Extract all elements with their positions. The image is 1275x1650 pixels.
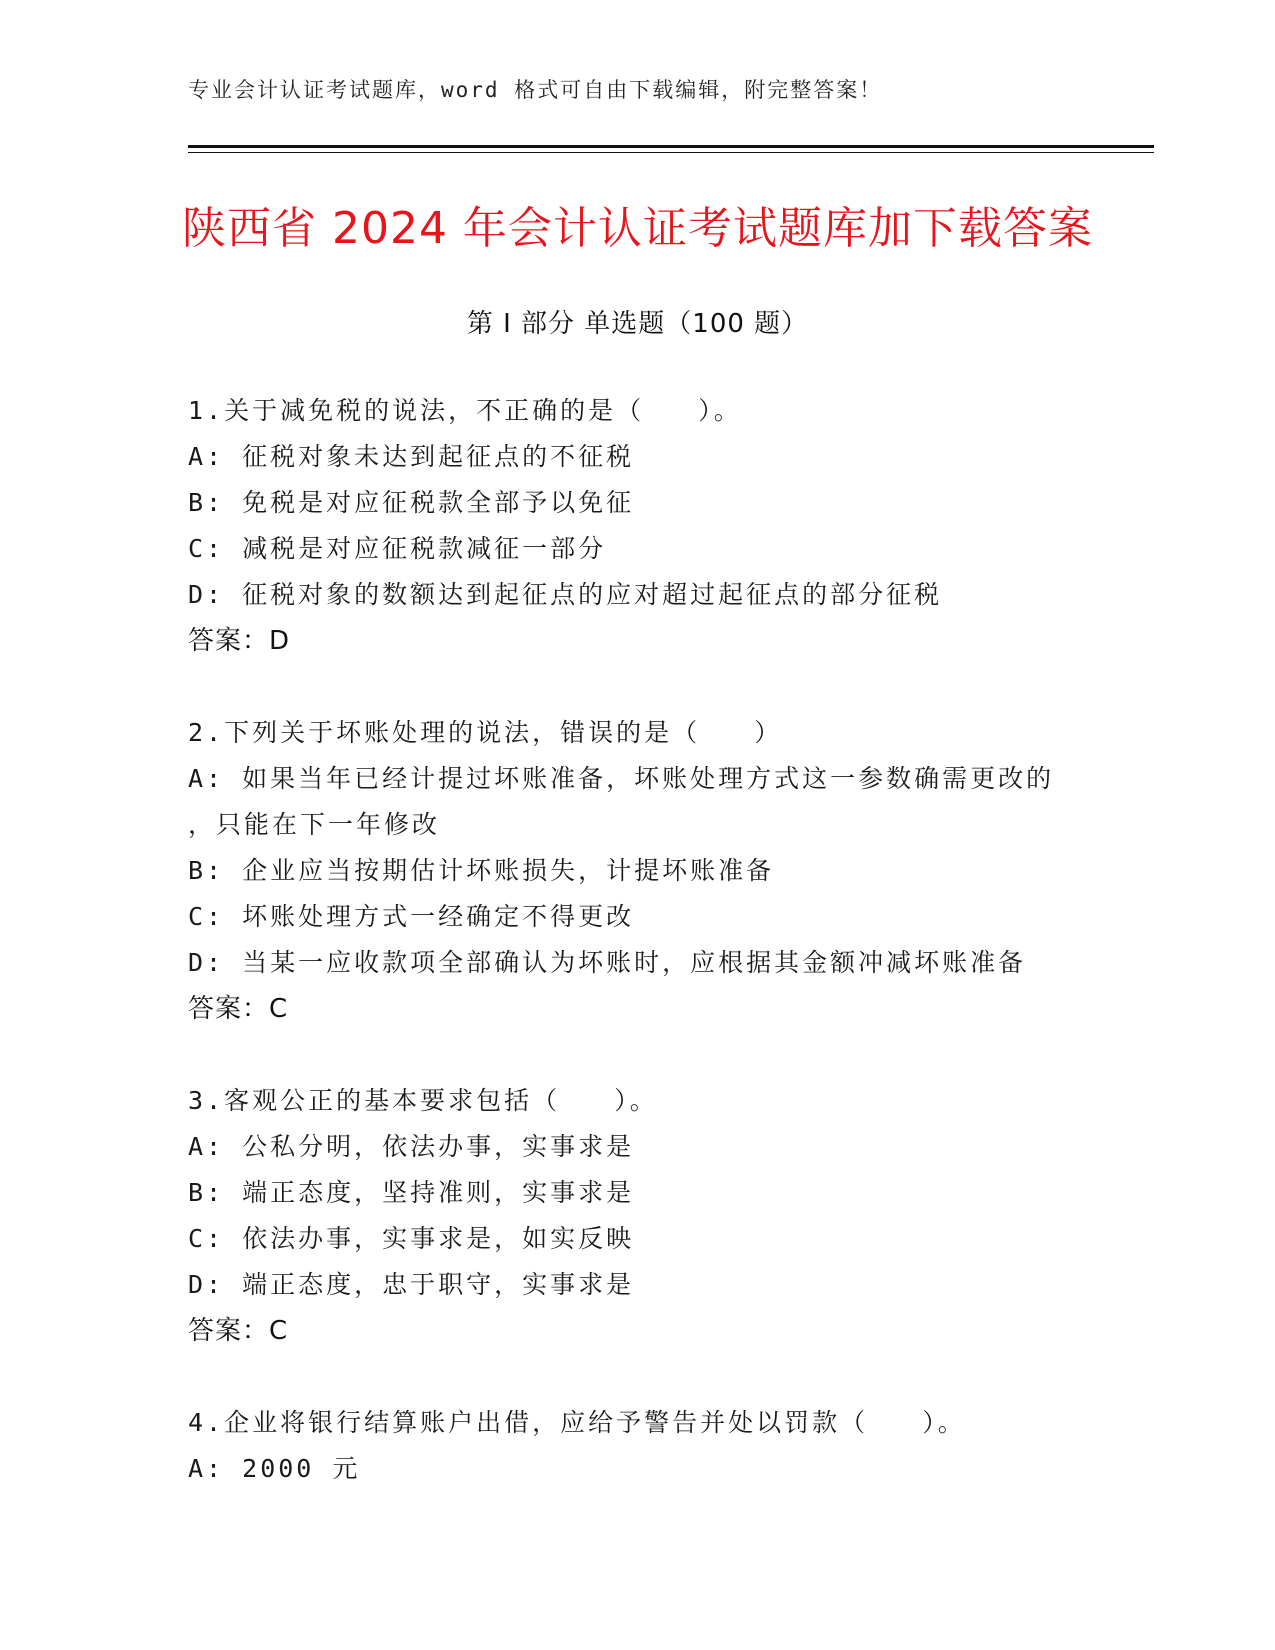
answer: 答案：C	[188, 1316, 289, 1346]
option-d: D: 当某一应收款项全部确认为坏账时，应根据其金额冲减坏账准备	[188, 948, 1027, 977]
option-a: A: 征税对象未达到起征点的不征税	[188, 442, 635, 471]
option-d: D: 端正态度，忠于职守，实事求是	[188, 1270, 635, 1299]
question-1	[188, 388, 1088, 664]
question-stem: 1.关于减免税的说法，不正确的是（ ）。	[188, 396, 742, 425]
question-3	[188, 1078, 1088, 1354]
header-rule-thin	[188, 152, 1154, 153]
option-b: B: 端正态度，坚持准则，实事求是	[188, 1178, 635, 1207]
question-stem: 2.下列关于坏账处理的说法，错误的是（ ）	[188, 718, 783, 747]
option-a: A: 公私分明，依法办事，实事求是	[188, 1132, 635, 1161]
option-a-continued: ，只能在下一年修改	[188, 810, 441, 839]
option-a: A: 2000 元	[188, 1454, 361, 1483]
option-c: C: 减税是对应征税款减征一部分	[188, 534, 607, 563]
question-stem: 4.企业将银行结算账户出借，应给予警告并处以罚款（ ）。	[188, 1408, 966, 1437]
document-title: 陕西省 2024 年会计认证考试题库加下载答案	[182, 203, 1093, 254]
answer: 答案：D	[188, 626, 291, 656]
option-b: B: 免税是对应征税款全部予以免征	[188, 488, 635, 517]
option-b: B: 企业应当按期估计坏账损失，计提坏账准备	[188, 856, 775, 885]
section-title: 第 I 部分 单选题（100 题）	[466, 309, 809, 339]
option-c: C: 依法办事，实事求是，如实反映	[188, 1224, 635, 1253]
option-a: A: 如果当年已经计提过坏账准备，坏账处理方式这一参数确需更改的	[188, 764, 1055, 793]
header-rule-thick	[188, 145, 1154, 148]
question-stem: 3.客观公正的基本要求包括（ ）。	[188, 1086, 658, 1115]
question-2	[188, 710, 1088, 1032]
header-note: 专业会计认证考试题库，word 格式可自由下载编辑，附完整答案！	[188, 78, 883, 102]
question-4	[188, 1400, 1088, 1492]
question-list	[188, 388, 1088, 1538]
answer: 答案：C	[188, 994, 289, 1024]
option-c: C: 坏账处理方式一经确定不得更改	[188, 902, 635, 931]
option-d: D: 征税对象的数额达到起征点的应对超过起征点的部分征税	[188, 580, 943, 609]
